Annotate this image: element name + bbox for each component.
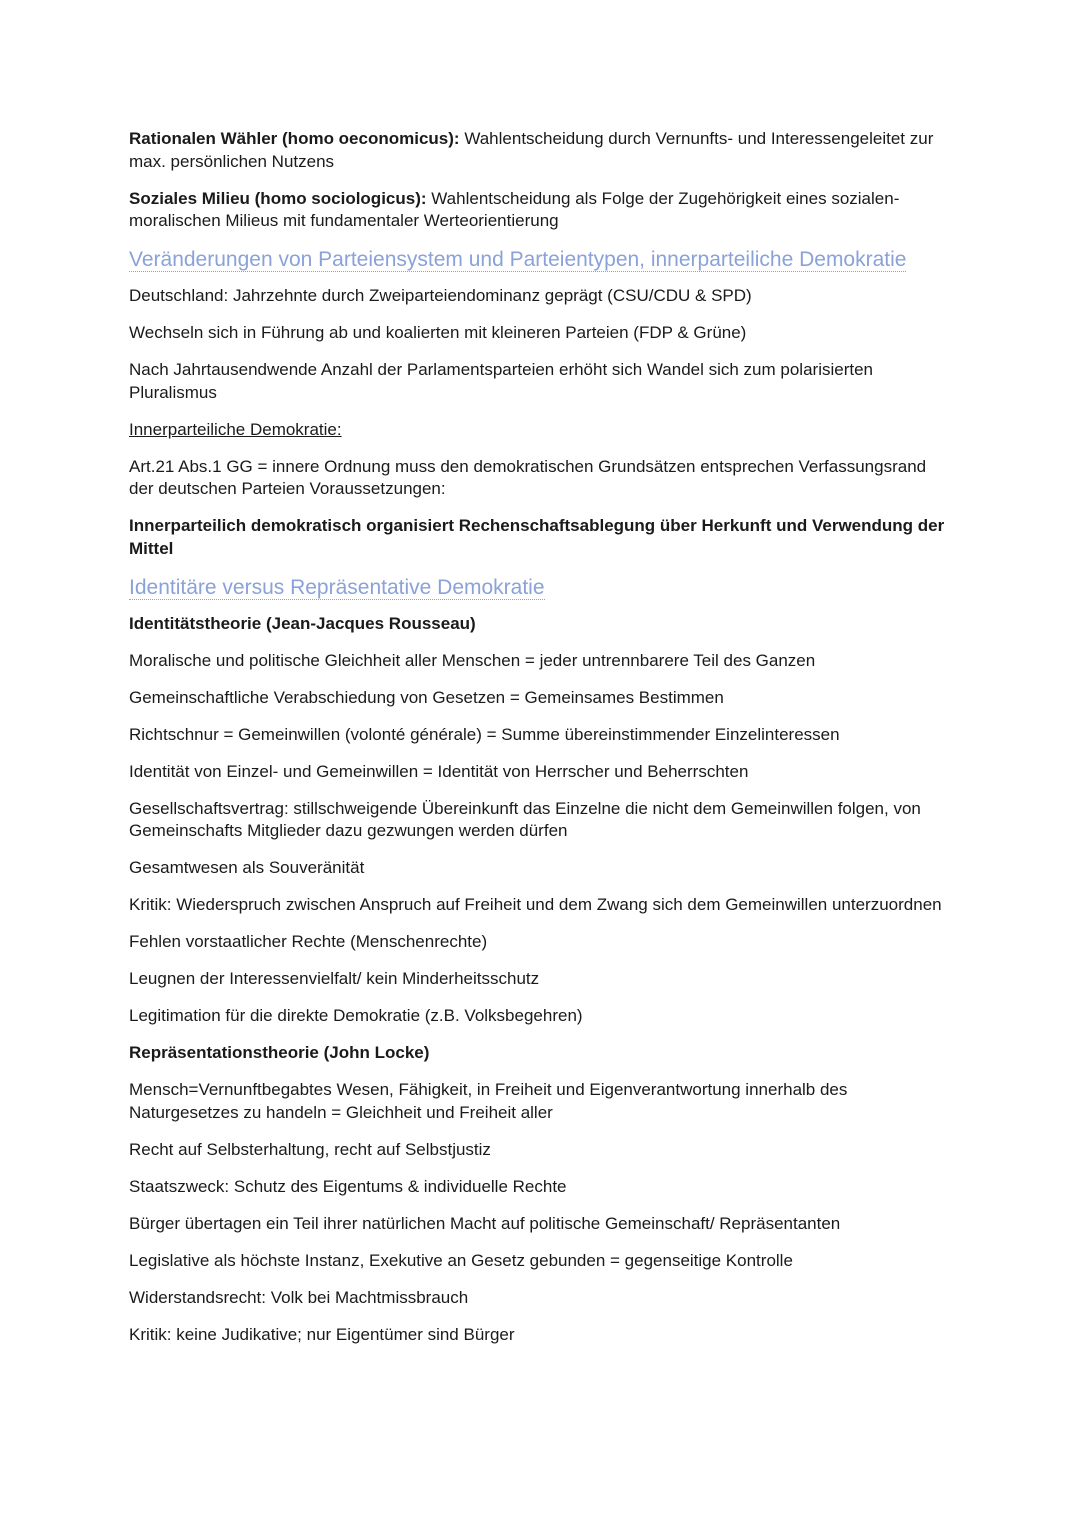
paragraph: Fehlen vorstaatlicher Rechte (Menschenrechte) (129, 932, 488, 951)
paragraph: Moralische und politische Gleichheit aller Menschen = jeder untrennbarere Teil des Ganzen (129, 650, 816, 670)
heading-link-text[interactable]: Identitäre versus Repräsentative Demokratie (129, 575, 545, 599)
section-heading-demokratie[interactable] (129, 575, 952, 601)
paragraph: Legislative als höchste Instanz, Exekutive an Gesetz gebunden = gegenseitige Kontrolle (129, 1250, 793, 1270)
paragraph-text: Wahlentscheidung durch Vernunfts- und Interessengeleitet zur max. persönlichen Nutzens (129, 129, 934, 171)
paragraph: Wechseln sich in Führung ab und koalierten mit kleineren Parteien (FDP & Grüne) (129, 323, 747, 342)
paragraph-social-milieu (129, 188, 952, 233)
paragraph: Richtschnur = Gemeinwillen (volonté générale) = Summe übereinstimmender Einzelinteressen (129, 724, 840, 744)
section-heading-parteiensystem[interactable] (129, 247, 952, 273)
paragraph: Kritik: Wiederspruch zwischen Anspruch auf Freiheit und dem Zwang sich dem Gemeinwillen unterzuordnen (129, 895, 942, 914)
paragraph: Identität von Einzel- und Gemeinwillen = Identität von Herrscher und Beherrschten (129, 761, 749, 781)
paragraph: Kritik: keine Judikative; nur Eigentümer sind Bürger (129, 1324, 515, 1344)
paragraph: Recht auf Selbsterhaltung, recht auf Selbstjustiz (129, 1139, 491, 1159)
paragraph: Gesellschaftsvertrag: stillschweigende Übereinkunft das Einzelne die nicht dem Gemeinwillen folgen, von Gemeinschafts Mitglieder dazu gezwungen werden dürfen (129, 798, 921, 840)
paragraph: Gesamtwesen als Souveränität (129, 858, 365, 877)
paragraph: Deutschland: Jahrzehnte durch Zweiparteiendominanz geprägt (CSU/CDU & SPD) (129, 286, 752, 305)
paragraph: Mensch=Vernunftbegabtes Wesen, Fähigkeit, in Freiheit und Eigenverantwortung innerhalb des Naturgesetzes zu handeln = Gleichheit und Freiheit aller (129, 1080, 848, 1122)
subheading-repraesentationstheorie: Repräsentationstheorie (John Locke) (129, 1043, 430, 1062)
paragraph-rational-voter (129, 128, 952, 173)
term-label: Soziales Milieu (homo sociologicus): (129, 188, 427, 208)
term-label: Rationalen Wähler (homo oeconomicus): (129, 129, 460, 148)
paragraph: Widerstandsrecht: Volk bei Machtmissbrauch (129, 1287, 469, 1307)
paragraph-text: Wahlentscheidung als Folge der Zugehörigkeit eines sozialen-moralischen Milieus mit fundamentaler Werteorientierung (129, 188, 900, 230)
paragraph: Staatszweck: Schutz des Eigentums & individuelle Rechte (129, 1176, 567, 1196)
paragraph: Art.21 Abs.1 GG = innere Ordnung muss den demokratischen Grundsätzen entsprechen Verfassungsrand der deutschen Parteien Voraussetzungen: (129, 456, 927, 498)
paragraph: Legitimation für die direkte Demokratie (z.B. Volksbegehren) (129, 1006, 583, 1025)
paragraph: Bürger übertagen ein Teil ihrer natürlichen Macht auf politische Gemeinschaft/ Repräsentanten (129, 1213, 841, 1233)
paragraph: Leugnen der Interessenvielfalt/ kein Minderheitsschutz (129, 969, 540, 988)
paragraph: Gemeinschaftliche Verabschiedung von Gesetzen = Gemeinsames Bestimmen (129, 687, 724, 707)
paragraph: Nach Jahrtausendwende Anzahl der Parlamentsparteien erhöht sich Wandel sich zum polarisierten Pluralismus (129, 360, 873, 402)
subheading-identitaetstheorie: Identitätstheorie (Jean-Jacques Rousseau) (129, 613, 476, 633)
bold-paragraph: Innerparteilich demokratisch organisiert Rechenschaftsablegung über Herkunft und Verwendung der Mittel (129, 516, 945, 558)
heading-link-text[interactable]: Veränderungen von Parteiensystem und Parteientypen, innerparteiliche Demokratie (129, 248, 907, 271)
subheading-innerparteiliche-demokratie: Innerparteiliche Demokratie: (129, 419, 342, 439)
